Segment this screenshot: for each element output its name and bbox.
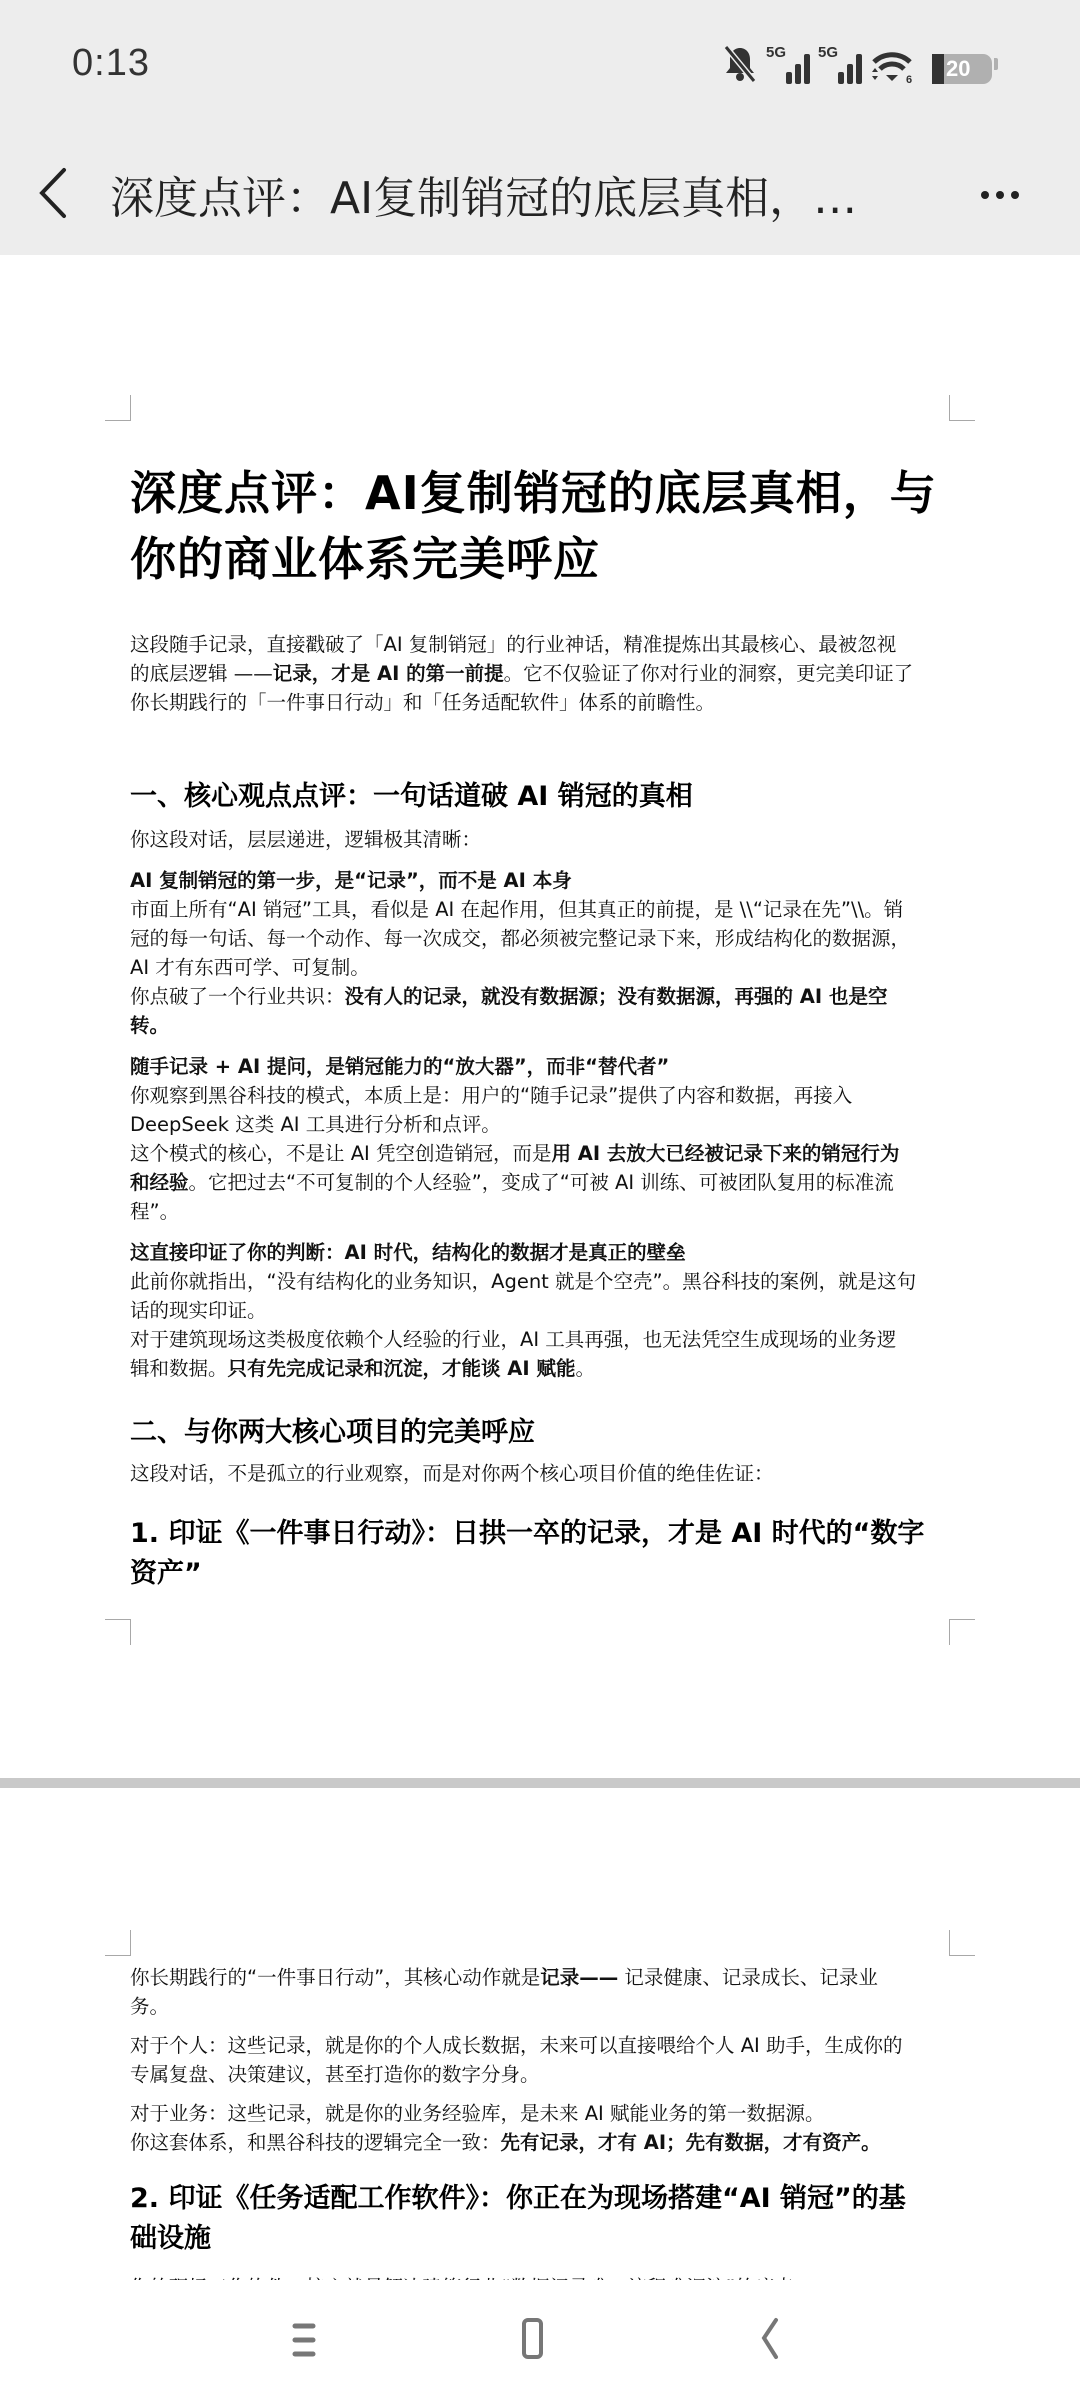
- system-back-button[interactable]: [730, 2300, 810, 2380]
- signal-5g-icon: 5G: [766, 48, 810, 84]
- recents-button[interactable]: [270, 2300, 350, 2380]
- battery-icon: 20: [932, 54, 992, 84]
- page-2-content: 你长期践行的“一件事日行动”，其核心动作就是记录—— 记录健康、记录成长、记录业 务。 对于个人：这些记录，就是你的个人成长数据，未来可以直接喂给个人 AI 助手，生成你的 专属复盘、决策建议，甚至打造你的数字分身。 对于业务：这些记录，就是你的业务经验库，是未来 AI 赋能业务的第一数据源。 你这套体系，和黑谷科技的逻辑完全一致：先有记录，才有 AI；先有数据，才有资产。 2. 印证《任务适配工作软件》：你正在为现场搭建“AI 销冠”的基 础设施: [130, 1963, 950, 2302]
- page-corner-mark: [105, 395, 131, 421]
- document-viewer[interactable]: [0, 255, 1080, 2280]
- doc-title: 深度点评：AI复制销冠的底层真相，与 你的商业体系完美呼应: [130, 466, 937, 586]
- home-button[interactable]: [500, 2300, 580, 2380]
- point-1: AI 复制销冠的第一步，是“记录”，而不是 AI 本身 市面上所有“AI 销冠”工具，看似是 AI 在起作用，但其真正的前提，是 \\“记录在先”\\。销 冠的每一句话、每一个动作、每一次成交，都必须被完整记录下来，形成结构化的数据源， AI 才有东西可学、可复制。 你点破了一个行业共识：没有人的记录，就没有数据源；没有数据源，再强的 AI 也是空 转。: [130, 869, 911, 1037]
- wifi-6-icon: [870, 48, 916, 84]
- section-1: 一、核心观点点评：一句话道破 AI 销冠的真相 你这段对话，层层递进，逻辑极其清晰： AI 复制销冠的第一步，是“记录”，而不是 AI 本身 市面上所有“AI 销冠”工具，看似是 AI 在起作用，但其真正的前提，是 \\“记录在先”\\。销 冠的每一句话、每一个动作、每一次成交，都必须被完整记录下来，形成结构化的数据源， AI 才有东西可学、可复制。 你点破了一个行业共识：没有人的记录，就没有数据源；没有数据源，再强的 AI 也是空 转。 随手记录 + AI 提问，是销冠能力的“放大器”，而非“替代者” 你观察到黑谷科技的模式，本质上是：用户的“随手记录”提供了内容和数据，再接入 DeepSeek 这类 AI 工具进行分析和点评。 这个模式的核心，不是让 AI 凭空创造销冠，而是用 AI 去放大已经被记录下来的销冠行为 和经验。它把过去“不可复制的个人经验”，变成了“可被 AI 训练、可被团队复用的标准流 程”。 这直接印证了你的判断：AI 时代，结构化的数据才是真正的壁垒 此前你就指出，“没有结构化的业务知识，Agent 就是个空壳”。黑谷科技的案例，就是这句 话的现实印证。 对于建筑现场这类极度依赖个人经验的行业，AI 工具再强，也无法凭空生成现场的业务逻 辑和数据。只有先完成记录和沉淀，才能谈 AI 赋能。: [130, 777, 950, 1383]
- page-corner-mark: [949, 395, 975, 421]
- chevron-left-icon: [30, 158, 80, 228]
- page-corner-mark: [949, 1619, 975, 1645]
- clock: 0:13: [72, 42, 150, 84]
- signal-5g-icon: 5G: [818, 48, 862, 84]
- status-bar: [0, 0, 1080, 130]
- section-2: 二、与你两大核心项目的完美呼应 这段对话，不是孤立的行业观察，而是对你两个核心项目价值的绝佳佐证： 1. 印证《一件事日行动》：日拱一卒的记录，才是 AI 时代的“数字 资产”: [130, 1413, 950, 1594]
- back-chevron-icon: [730, 2300, 810, 2380]
- menu-lines-icon: [270, 2300, 350, 2380]
- section-heading: 二、与你两大核心项目的完美呼应: [130, 1417, 535, 1448]
- back-button[interactable]: [30, 158, 80, 228]
- page-corner-mark: [105, 1619, 131, 1645]
- intro-paragraph: 这段随手记录，直接戳破了「AI 复制销冠」的行业神话，精准提炼出其最核心、最被忽视 的底层逻辑 ——记录，才是 AI 的第一前提。它不仅验证了你对行业的洞察，更完美印证了 你长期践行的「一件事日行动」和「任务适配软件」体系的前瞻性。: [130, 633, 914, 714]
- page-corner-mark: [949, 1930, 975, 1956]
- more-horizontal-icon: [981, 191, 989, 199]
- subsection-heading: 1. 印证《一件事日行动》：日拱一卒的记录，才是 AI 时代的“数字 资产”: [130, 1518, 925, 1589]
- document-title-bar: 深度点评：AI复制销冠的底层真相，…: [110, 173, 858, 224]
- system-nav-bar: [0, 2280, 1080, 2400]
- page-separator: [0, 1778, 1080, 1788]
- more-options-button[interactable]: [970, 170, 1030, 220]
- page-corner-mark: [105, 1930, 131, 1956]
- svg-text:6: 6: [906, 74, 913, 86]
- point-2: 随手记录 + AI 提问，是销冠能力的“放大器”，而非“替代者” 你观察到黑谷科技的模式，本质上是：用户的“随手记录”提供了内容和数据，再接入 DeepSeek 这类 AI 工具进行分析和点评。 这个模式的核心，不是让 AI 凭空创造销冠，而是用 AI 去放大已经被记录下来的销冠行为 和经验。它把过去“不可复制的个人经验”，变成了“可被 AI 训练、可被团队复用的标准流 程”。: [130, 1055, 900, 1223]
- home-square-icon: [500, 2300, 580, 2380]
- subsection-heading: 2. 印证《任务适配工作软件》：你正在为现场搭建“AI 销冠”的基 础设施: [130, 2183, 906, 2254]
- page-1-content: [130, 460, 950, 592]
- status-icons: [722, 44, 998, 84]
- section-heading: 一、核心观点点评：一句话道破 AI 销冠的真相: [130, 781, 693, 812]
- bell-muted-icon: [722, 44, 758, 84]
- app-bar: [0, 130, 1080, 255]
- point-3: 这直接印证了你的判断：AI 时代，结构化的数据才是真正的壁垒 此前你就指出，“没有结构化的业务知识，Agent 就是个空壳”。黑谷科技的案例，就是这句 话的现实印证。 对于建筑现场这类极度依赖个人经验的行业，AI 工具再强，也无法凭空生成现场的业务逻 辑和数据。只有先完成记录和沉淀，才能谈 AI 赋能。: [130, 1241, 917, 1380]
